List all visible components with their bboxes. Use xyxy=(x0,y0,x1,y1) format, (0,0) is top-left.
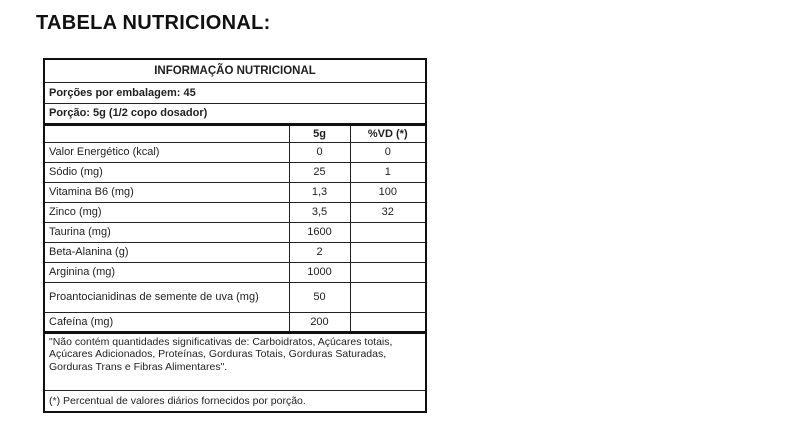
nutrient-label: Cafeína (mg) xyxy=(44,312,289,332)
nutrient-amount: 0 xyxy=(289,142,350,162)
column-header-label xyxy=(44,124,289,142)
daily-value-note-row xyxy=(44,390,426,412)
table-row xyxy=(44,312,426,332)
portion-size: Porção: 5g (1/2 copo dosador) xyxy=(44,103,426,124)
nutrient-label: Zinco (mg) xyxy=(44,202,289,222)
nutrient-amount: 200 xyxy=(289,312,350,332)
servings-row xyxy=(44,82,426,103)
column-header-dv: %VD (*) xyxy=(350,124,426,142)
servings-per-package: Porções por embalagem: 45 xyxy=(44,82,426,103)
nutrient-amount: 1000 xyxy=(289,262,350,282)
nutrient-amount: 1,3 xyxy=(289,182,350,202)
nutrient-dv xyxy=(350,312,426,332)
portion-row xyxy=(44,103,426,124)
column-header-row xyxy=(44,124,426,142)
nutrient-label: Taurina (mg) xyxy=(44,222,289,242)
nutrient-label: Sódio (mg) xyxy=(44,162,289,182)
table-row xyxy=(44,282,426,312)
nutrient-dv: 100 xyxy=(350,182,426,202)
nutrient-label: Proantocianidinas de semente de uva (mg) xyxy=(44,282,289,312)
table-row xyxy=(44,202,426,222)
nutrient-amount: 2 xyxy=(289,242,350,262)
daily-value-note: (*) Percentual de valores diários fornecidos por porção. xyxy=(44,390,426,412)
table-row xyxy=(44,162,426,182)
nutrient-label: Vitamina B6 (mg) xyxy=(44,182,289,202)
nutrient-dv: 32 xyxy=(350,202,426,222)
nutrient-label: Arginina (mg) xyxy=(44,262,289,282)
nutrient-amount: 3,5 xyxy=(289,202,350,222)
table-row xyxy=(44,222,426,242)
table-row xyxy=(44,182,426,202)
nutrient-dv: 0 xyxy=(350,142,426,162)
nutrient-label: Beta-Alanina (g) xyxy=(44,242,289,262)
nutrient-amount: 50 xyxy=(289,282,350,312)
footnote-row xyxy=(44,332,426,390)
table-row xyxy=(44,262,426,282)
nutrient-amount: 25 xyxy=(289,162,350,182)
page-title: TABELA NUTRICIONAL: xyxy=(36,12,271,34)
insignificant-quantities-note: "Não contém quantidades significativas de: Carboidratos, Açúcares totais, Açúcares Adicionados, Proteínas, Gorduras Totais, Gorduras Saturadas, Gorduras Trans e Fibras Alimentares". xyxy=(44,332,426,390)
table-row xyxy=(44,242,426,262)
column-header-amount: 5g xyxy=(289,124,350,142)
table-row xyxy=(44,142,426,162)
table-title: INFORMAÇÃO NUTRICIONAL xyxy=(44,59,426,82)
table-title-row xyxy=(44,59,426,82)
nutrient-dv xyxy=(350,282,426,312)
nutrient-dv xyxy=(350,242,426,262)
nutrient-dv xyxy=(350,262,426,282)
nutrient-dv xyxy=(350,222,426,242)
nutrition-facts-table xyxy=(43,58,427,413)
nutrient-label: Valor Energético (kcal) xyxy=(44,142,289,162)
nutrient-dv: 1 xyxy=(350,162,426,182)
nutrient-amount: 1600 xyxy=(289,222,350,242)
